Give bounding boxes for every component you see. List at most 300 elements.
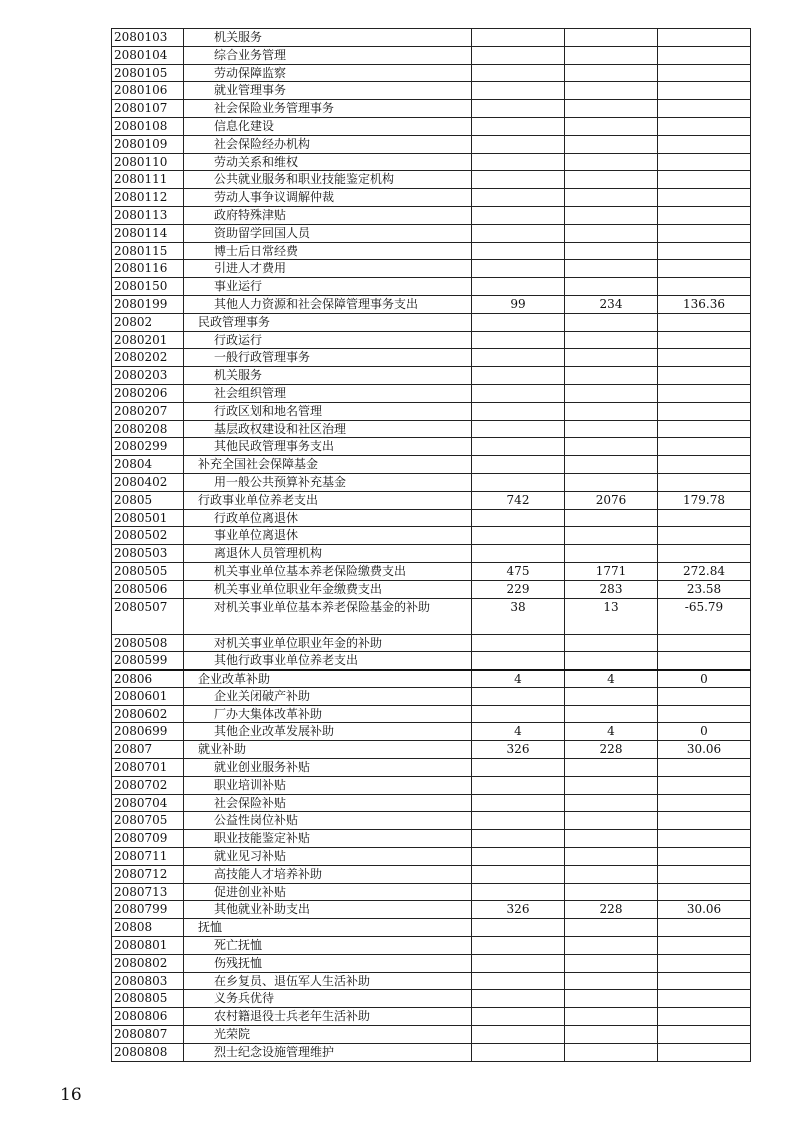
value-2-cell: 234: [565, 295, 658, 313]
value-2-cell: 228: [565, 901, 658, 919]
value-2-cell: [565, 509, 658, 527]
account-code-cell: 2080808: [112, 1043, 184, 1061]
value-1-cell: [472, 260, 565, 278]
value-1-cell: [472, 848, 565, 866]
value-3-cell: [658, 919, 751, 937]
value-1-cell: [472, 652, 565, 670]
table-row: [112, 954, 751, 972]
table-row: [112, 812, 751, 830]
value-2-cell: [565, 171, 658, 189]
account-name-cell: 离退休人员管理机构: [184, 545, 472, 563]
table-row: [112, 883, 751, 901]
table-row: [112, 687, 751, 705]
value-2-cell: [565, 46, 658, 64]
value-1-cell: [472, 794, 565, 812]
account-name-cell: 公共就业服务和职业技能鉴定机构: [184, 171, 472, 189]
value-1-cell: [472, 473, 565, 491]
table-row: [112, 865, 751, 883]
value-1-cell: [472, 759, 565, 777]
account-code-cell: 2080801: [112, 937, 184, 955]
table-row: [112, 848, 751, 866]
value-2-cell: [565, 759, 658, 777]
account-name-cell: 博士后日常经费: [184, 242, 472, 260]
value-1-cell: 4: [472, 670, 565, 688]
account-code-cell: 2080115: [112, 242, 184, 260]
account-code-cell: 20807: [112, 741, 184, 759]
value-2-cell: [565, 206, 658, 224]
table-row: [112, 456, 751, 474]
value-2-cell: [565, 331, 658, 349]
account-name-cell: 社会保险业务管理事务: [184, 100, 472, 118]
table-row: [112, 670, 751, 688]
account-name-cell: 综合业务管理: [184, 46, 472, 64]
account-name-cell: 促进创业补贴: [184, 883, 472, 901]
value-2-cell: 13: [565, 598, 658, 634]
account-code-cell: 2080203: [112, 367, 184, 385]
account-name-cell: 厂办大集体改革补助: [184, 705, 472, 723]
value-2-cell: [565, 527, 658, 545]
account-code-cell: 2080105: [112, 64, 184, 82]
account-name-cell: 其他企业改革发展补助: [184, 723, 472, 741]
account-code-cell: 2080712: [112, 865, 184, 883]
value-1-cell: [472, 1043, 565, 1061]
value-2-cell: [565, 1026, 658, 1044]
table-row: [112, 723, 751, 741]
value-2-cell: [565, 456, 658, 474]
account-code-cell: 2080201: [112, 331, 184, 349]
table-row: [112, 473, 751, 491]
value-1-cell: 326: [472, 741, 565, 759]
table-body: [112, 29, 751, 1062]
table-row: [112, 794, 751, 812]
value-2-cell: 228: [565, 741, 658, 759]
value-2-cell: [565, 776, 658, 794]
value-2-cell: [565, 848, 658, 866]
value-3-cell: [658, 776, 751, 794]
value-1-cell: [472, 46, 565, 64]
value-3-cell: [658, 82, 751, 100]
account-name-cell: 机关事业单位职业年金缴费支出: [184, 580, 472, 598]
table-row: [112, 242, 751, 260]
account-code-cell: 2080107: [112, 100, 184, 118]
value-2-cell: [565, 313, 658, 331]
value-1-cell: [472, 189, 565, 207]
value-3-cell: [658, 135, 751, 153]
account-name-cell: 引进人才费用: [184, 260, 472, 278]
value-1-cell: 4: [472, 723, 565, 741]
account-name-cell: 基层政权建设和社区治理: [184, 420, 472, 438]
value-3-cell: [658, 384, 751, 402]
value-3-cell: 30.06: [658, 741, 751, 759]
account-name-cell: 社会组织管理: [184, 384, 472, 402]
value-1-cell: [472, 242, 565, 260]
account-name-cell: 政府特殊津贴: [184, 206, 472, 224]
value-3-cell: [658, 46, 751, 64]
account-code-cell: 2080110: [112, 153, 184, 171]
account-name-cell: 就业见习补贴: [184, 848, 472, 866]
value-3-cell: [658, 812, 751, 830]
table-row: [112, 598, 751, 634]
account-code-cell: 2080206: [112, 384, 184, 402]
account-name-cell: 职业技能鉴定补贴: [184, 830, 472, 848]
account-code-cell: 20808: [112, 919, 184, 937]
account-name-cell: 劳动关系和维权: [184, 153, 472, 171]
value-1-cell: [472, 937, 565, 955]
value-3-cell: -65.79: [658, 598, 751, 634]
table-row: [112, 153, 751, 171]
account-code-cell: 2080711: [112, 848, 184, 866]
value-1-cell: 38: [472, 598, 565, 634]
value-1-cell: [472, 1026, 565, 1044]
account-code-cell: 2080705: [112, 812, 184, 830]
table-row: [112, 367, 751, 385]
account-code-cell: 2080111: [112, 171, 184, 189]
account-code-cell: 2080114: [112, 224, 184, 242]
value-1-cell: 326: [472, 901, 565, 919]
account-code-cell: 2080602: [112, 705, 184, 723]
account-name-cell: 民政管理事务: [184, 313, 472, 331]
account-code-cell: 2080106: [112, 82, 184, 100]
table-row: [112, 990, 751, 1008]
table-row: [112, 741, 751, 759]
table-row: [112, 384, 751, 402]
account-name-cell: 义务兵优待: [184, 990, 472, 1008]
account-code-cell: 2080702: [112, 776, 184, 794]
table-row: [112, 100, 751, 118]
value-3-cell: 272.84: [658, 562, 751, 580]
table-row: [112, 705, 751, 723]
table-row: [112, 278, 751, 296]
value-3-cell: [658, 545, 751, 563]
table-row: [112, 349, 751, 367]
value-2-cell: [565, 990, 658, 1008]
value-2-cell: [565, 1043, 658, 1061]
account-name-cell: 企业关闭破产补助: [184, 687, 472, 705]
value-1-cell: [472, 1008, 565, 1026]
value-2-cell: 1771: [565, 562, 658, 580]
value-3-cell: [658, 64, 751, 82]
account-name-cell: 烈士纪念设施管理维护: [184, 1043, 472, 1061]
account-name-cell: 用一般公共预算补充基金: [184, 473, 472, 491]
account-name-cell: 事业单位离退休: [184, 527, 472, 545]
value-3-cell: [658, 848, 751, 866]
value-1-cell: [472, 100, 565, 118]
value-3-cell: [658, 990, 751, 1008]
table-row: [112, 562, 751, 580]
account-code-cell: 2080803: [112, 972, 184, 990]
value-2-cell: 4: [565, 670, 658, 688]
value-1-cell: [472, 206, 565, 224]
value-1-cell: [472, 456, 565, 474]
value-1-cell: [472, 634, 565, 652]
table-row: [112, 402, 751, 420]
account-name-cell: 行政区划和地名管理: [184, 402, 472, 420]
account-code-cell: 2080701: [112, 759, 184, 777]
value-1-cell: [472, 29, 565, 47]
account-code-cell: 2080802: [112, 954, 184, 972]
value-2-cell: [565, 652, 658, 670]
account-code-cell: 20802: [112, 313, 184, 331]
account-name-cell: 资助留学回国人员: [184, 224, 472, 242]
table-row: [112, 759, 751, 777]
table-row: [112, 919, 751, 937]
value-1-cell: [472, 776, 565, 794]
value-3-cell: [658, 438, 751, 456]
account-name-cell: 对机关事业单位职业年金的补助: [184, 634, 472, 652]
account-code-cell: 2080109: [112, 135, 184, 153]
value-3-cell: [658, 456, 751, 474]
value-2-cell: [565, 260, 658, 278]
account-name-cell: 社会保险经办机构: [184, 135, 472, 153]
value-3-cell: [658, 509, 751, 527]
table-row: [112, 420, 751, 438]
account-name-cell: 信息化建设: [184, 117, 472, 135]
value-3-cell: 0: [658, 723, 751, 741]
value-3-cell: [658, 171, 751, 189]
value-1-cell: [472, 384, 565, 402]
table-row: [112, 29, 751, 47]
value-2-cell: [565, 153, 658, 171]
value-3-cell: [658, 402, 751, 420]
value-2-cell: [565, 100, 658, 118]
value-2-cell: [565, 82, 658, 100]
table-row: [112, 260, 751, 278]
account-name-cell: 其他行政事业单位养老支出: [184, 652, 472, 670]
value-1-cell: [472, 420, 565, 438]
value-3-cell: [658, 652, 751, 670]
value-2-cell: [565, 687, 658, 705]
account-code-cell: 2080799: [112, 901, 184, 919]
table-row: [112, 313, 751, 331]
value-3-cell: [658, 29, 751, 47]
value-2-cell: [565, 972, 658, 990]
account-code-cell: 20805: [112, 491, 184, 509]
value-3-cell: 136.36: [658, 295, 751, 313]
account-code-cell: 2080208: [112, 420, 184, 438]
value-1-cell: [472, 153, 565, 171]
value-3-cell: [658, 278, 751, 296]
value-3-cell: [658, 313, 751, 331]
account-code-cell: 2080807: [112, 1026, 184, 1044]
table-row: [112, 830, 751, 848]
value-2-cell: 4: [565, 723, 658, 741]
account-code-cell: 2080202: [112, 349, 184, 367]
value-2-cell: [565, 29, 658, 47]
table-row: [112, 82, 751, 100]
value-2-cell: [565, 545, 658, 563]
value-3-cell: [658, 1043, 751, 1061]
value-1-cell: [472, 224, 565, 242]
account-code-cell: 20806: [112, 670, 184, 688]
value-2-cell: [565, 865, 658, 883]
account-code-cell: 2080402: [112, 473, 184, 491]
table-row: [112, 634, 751, 652]
account-name-cell: 职业培训补贴: [184, 776, 472, 794]
value-2-cell: [565, 367, 658, 385]
account-name-cell: 光荣院: [184, 1026, 472, 1044]
account-name-cell: 对机关事业单位基本养老保险基金的补助: [184, 598, 472, 634]
account-name-cell: 公益性岗位补贴: [184, 812, 472, 830]
table-row: [112, 509, 751, 527]
account-code-cell: 2080112: [112, 189, 184, 207]
value-2-cell: [565, 189, 658, 207]
value-3-cell: [658, 242, 751, 260]
value-1-cell: [472, 883, 565, 901]
account-code-cell: 2080805: [112, 990, 184, 1008]
account-code-cell: 2080108: [112, 117, 184, 135]
value-1-cell: [472, 865, 565, 883]
account-code-cell: 2080507: [112, 598, 184, 634]
account-code-cell: 2080699: [112, 723, 184, 741]
value-1-cell: [472, 527, 565, 545]
table-row: [112, 1008, 751, 1026]
value-2-cell: [565, 402, 658, 420]
value-2-cell: 283: [565, 580, 658, 598]
value-1-cell: [472, 509, 565, 527]
budget-table: [111, 28, 751, 1062]
value-3-cell: [658, 972, 751, 990]
value-2-cell: 2076: [565, 491, 658, 509]
value-1-cell: [472, 687, 565, 705]
account-name-cell: 伤残抚恤: [184, 954, 472, 972]
value-2-cell: [565, 937, 658, 955]
value-3-cell: [658, 705, 751, 723]
value-1-cell: [472, 919, 565, 937]
table-row: [112, 117, 751, 135]
value-3-cell: [658, 830, 751, 848]
table-row: [112, 224, 751, 242]
value-2-cell: [565, 794, 658, 812]
account-name-cell: 补充全国社会保障基金: [184, 456, 472, 474]
value-1-cell: [472, 278, 565, 296]
value-2-cell: [565, 64, 658, 82]
table-row: [112, 189, 751, 207]
account-name-cell: 机关事业单位基本养老保险缴费支出: [184, 562, 472, 580]
value-3-cell: [658, 1008, 751, 1026]
account-code-cell: 2080503: [112, 545, 184, 563]
value-3-cell: [658, 473, 751, 491]
value-3-cell: [658, 117, 751, 135]
value-2-cell: [565, 135, 658, 153]
account-code-cell: 2080113: [112, 206, 184, 224]
table-row: [112, 331, 751, 349]
account-name-cell: 其他人力资源和社会保障管理事务支出: [184, 295, 472, 313]
value-3-cell: [658, 687, 751, 705]
table-row: [112, 776, 751, 794]
account-code-cell: 2080713: [112, 883, 184, 901]
account-code-cell: 2080207: [112, 402, 184, 420]
value-2-cell: [565, 812, 658, 830]
value-2-cell: [565, 438, 658, 456]
value-1-cell: [472, 64, 565, 82]
value-3-cell: [658, 367, 751, 385]
account-name-cell: 农村籍退役士兵老年生活补助: [184, 1008, 472, 1026]
value-2-cell: [565, 278, 658, 296]
account-code-cell: 20804: [112, 456, 184, 474]
account-name-cell: 劳动人事争议调解仲裁: [184, 189, 472, 207]
value-2-cell: [565, 883, 658, 901]
value-1-cell: [472, 545, 565, 563]
table-row: [112, 1043, 751, 1061]
account-name-cell: 机关服务: [184, 367, 472, 385]
account-code-cell: 2080501: [112, 509, 184, 527]
account-name-cell: 就业管理事务: [184, 82, 472, 100]
value-1-cell: 99: [472, 295, 565, 313]
table-row: [112, 901, 751, 919]
table-row: [112, 652, 751, 670]
value-3-cell: [658, 260, 751, 278]
value-1-cell: [472, 402, 565, 420]
value-3-cell: [658, 100, 751, 118]
table-row: [112, 491, 751, 509]
value-3-cell: [658, 759, 751, 777]
account-name-cell: 劳动保障监察: [184, 64, 472, 82]
table-row: [112, 527, 751, 545]
account-name-cell: 机关服务: [184, 29, 472, 47]
table-row: [112, 438, 751, 456]
account-name-cell: 在乡复员、退伍军人生活补助: [184, 972, 472, 990]
value-3-cell: [658, 420, 751, 438]
value-3-cell: [658, 189, 751, 207]
value-2-cell: [565, 420, 658, 438]
value-2-cell: [565, 954, 658, 972]
account-name-cell: 其他就业补助支出: [184, 901, 472, 919]
value-3-cell: [658, 206, 751, 224]
value-2-cell: [565, 384, 658, 402]
value-2-cell: [565, 349, 658, 367]
account-name-cell: 高技能人才培养补助: [184, 865, 472, 883]
value-3-cell: [658, 794, 751, 812]
value-3-cell: [658, 883, 751, 901]
account-name-cell: 行政单位离退休: [184, 509, 472, 527]
account-name-cell: 死亡抚恤: [184, 937, 472, 955]
account-name-cell: 事业运行: [184, 278, 472, 296]
account-code-cell: 2080103: [112, 29, 184, 47]
account-name-cell: 抚恤: [184, 919, 472, 937]
value-3-cell: [658, 349, 751, 367]
value-3-cell: [658, 153, 751, 171]
table-row: [112, 171, 751, 189]
value-2-cell: [565, 117, 658, 135]
value-3-cell: 30.06: [658, 901, 751, 919]
value-1-cell: [472, 830, 565, 848]
value-1-cell: [472, 313, 565, 331]
account-name-cell: 行政运行: [184, 331, 472, 349]
account-name-cell: 一般行政管理事务: [184, 349, 472, 367]
account-code-cell: 2080505: [112, 562, 184, 580]
value-2-cell: [565, 830, 658, 848]
account-code-cell: 2080502: [112, 527, 184, 545]
account-code-cell: 2080601: [112, 687, 184, 705]
account-name-cell: 其他民政管理事务支出: [184, 438, 472, 456]
value-1-cell: [472, 367, 565, 385]
value-2-cell: [565, 473, 658, 491]
value-3-cell: [658, 331, 751, 349]
value-3-cell: [658, 865, 751, 883]
value-2-cell: [565, 919, 658, 937]
value-3-cell: [658, 634, 751, 652]
value-3-cell: 23.58: [658, 580, 751, 598]
account-name-cell: 社会保险补贴: [184, 794, 472, 812]
account-code-cell: 2080199: [112, 295, 184, 313]
value-2-cell: [565, 634, 658, 652]
table-row: [112, 64, 751, 82]
account-code-cell: 2080116: [112, 260, 184, 278]
value-1-cell: [472, 171, 565, 189]
value-1-cell: 475: [472, 562, 565, 580]
value-2-cell: [565, 224, 658, 242]
value-3-cell: [658, 224, 751, 242]
